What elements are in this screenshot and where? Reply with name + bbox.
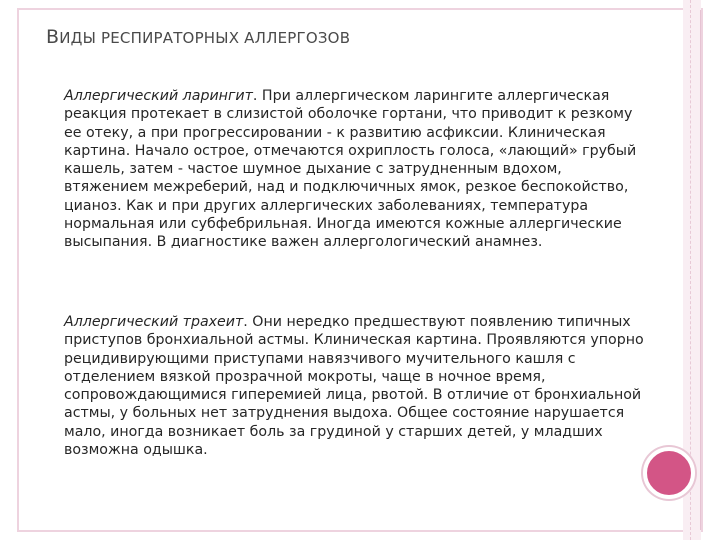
slide-title (46, 26, 350, 48)
paragraph-term: Аллергический ларингит (64, 88, 253, 104)
slide-title-initial: В (46, 26, 60, 48)
side-thin-line (700, 10, 701, 530)
paragraph-body: . Они нередко предшествуют появлению типичных приступов бронхиальной астмы. Клиническая картина. Проявляются упорно рецидивирующими приступами навязчивого мучительного кашля с отделением вязкой прозрачной мокроты, чаще в ночное время, сопровождающимися гиперемией лица, рвотой. В отличие от бронхиальной астмы, у больных нет затруднения выдоха. Общее состояние нарушается мало, иногда возникает боль за грудиной у старших детей, у младших возможна одышка. (64, 314, 644, 459)
paragraph-body: . При аллергическом ларингите аллергическая реакция протекает в слизистой оболочке гортани, что приводит к резкому ее отеку, а при прогрессировании - к развитию асфиксии. Клиническая картина. Начало острое, отмечаются охриплость голоса, «лающий» грубый кашель, затем - частое шумное дыхание с затрудненным вдохом, втяжением межреберий, над и подключичных ямок, резкое беспокойство, цианоз. Как и при других аллергических заболеваниях, температура нормальная или субфебрильная. Иногда имеются кожные аллергические высыпания. В диагностике важен аллергологический анамнез. (64, 88, 637, 251)
paragraph-term: Аллергический трахеит (64, 314, 244, 330)
decorative-circle (643, 447, 695, 499)
paragraph-tracheitis (64, 313, 644, 459)
slide-title-rest: ИДЫ РЕСПИРАТОРНЫХ АЛЛЕРГОЗОВ (59, 29, 351, 47)
paragraph-laryngitis (64, 87, 644, 252)
